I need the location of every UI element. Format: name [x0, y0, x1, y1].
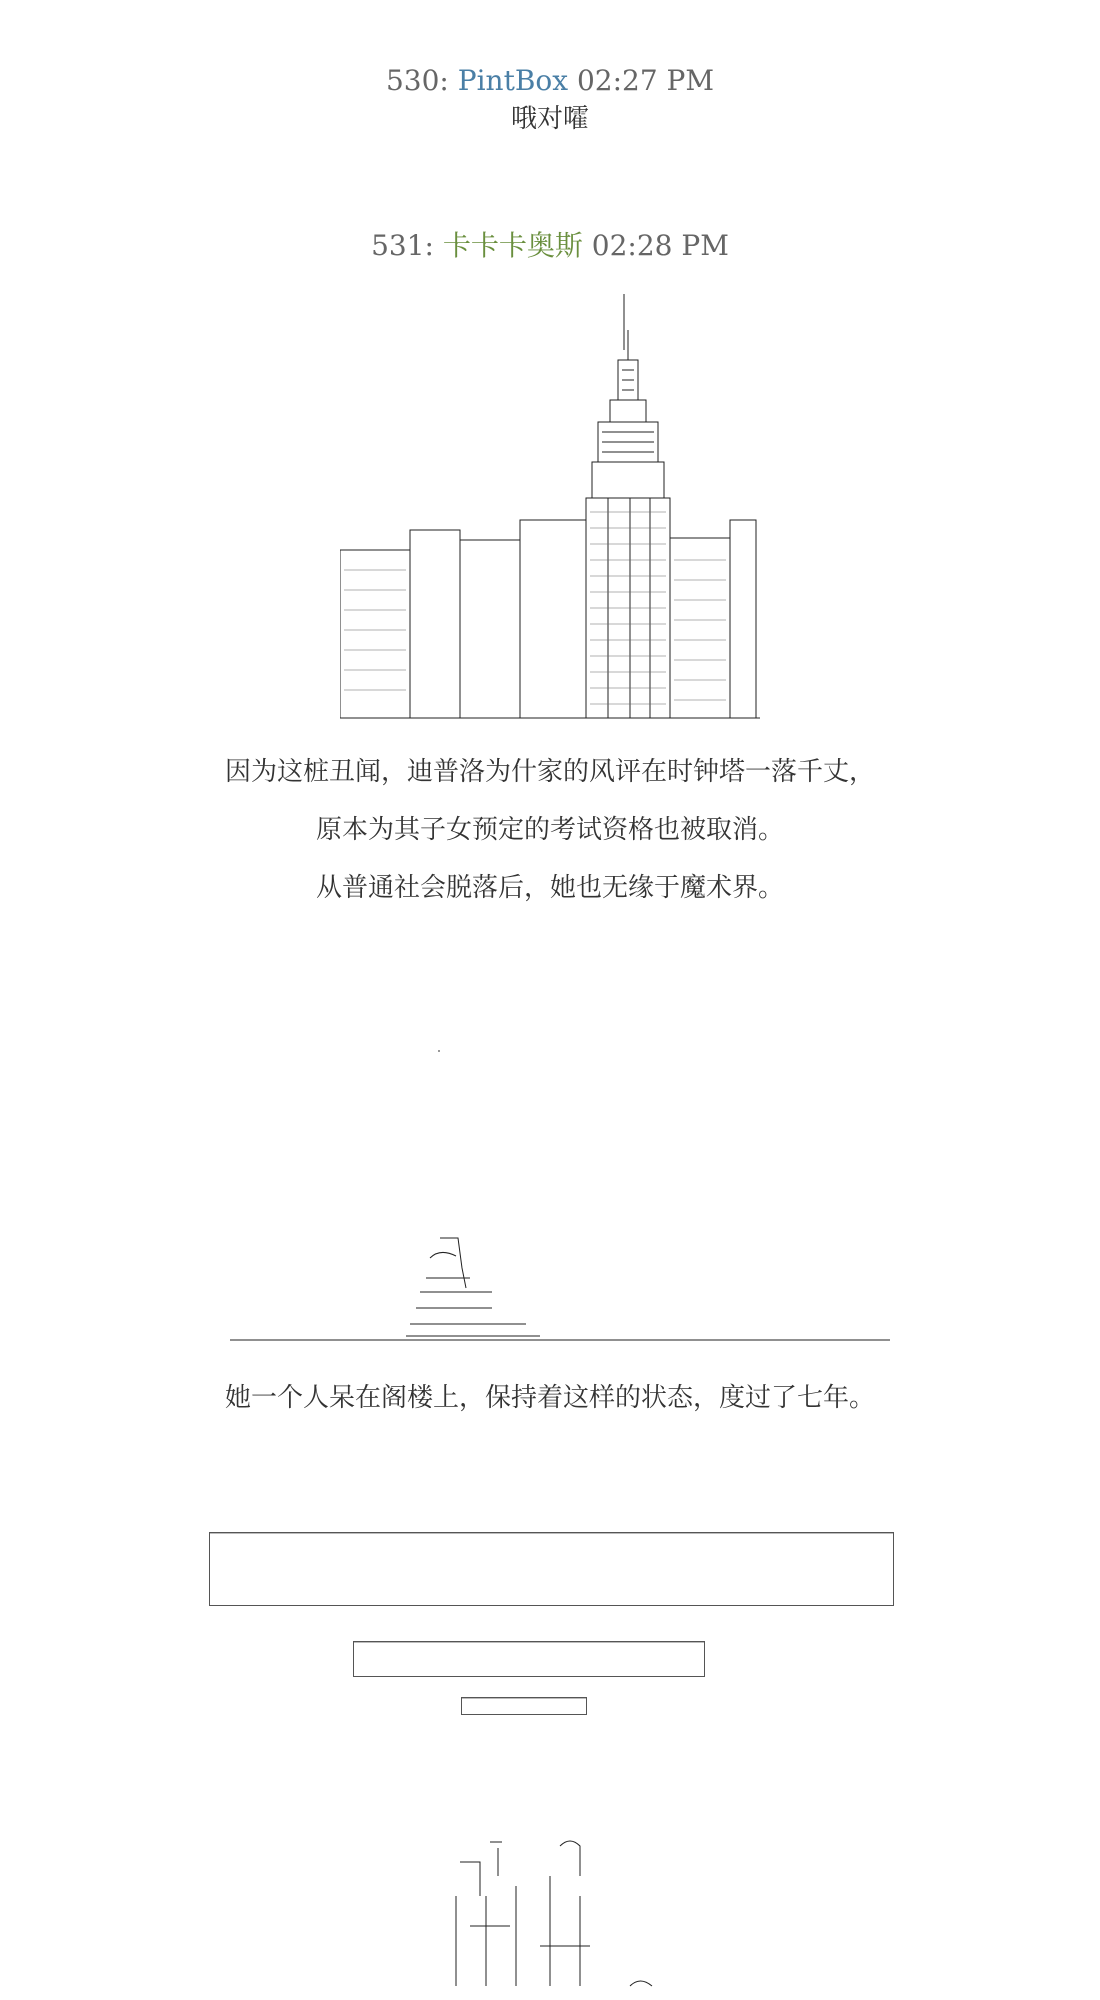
post-530-body: 哦对嚯	[510, 104, 589, 134]
post-number: 530	[385, 64, 440, 97]
attic-figure-art	[230, 1228, 890, 1344]
post-time: 02:28 PM	[591, 229, 729, 262]
post-separator: :	[439, 64, 449, 97]
stray-dot	[438, 1050, 440, 1052]
post-separator: :	[424, 229, 434, 262]
post-531-attic-line: 她一个人呆在阁楼上，保持着这样的状态，度过了七年。	[224, 1383, 875, 1413]
empty-frame-small	[461, 1697, 587, 1715]
post-author-link[interactable]: 卡卡卡奥斯	[442, 229, 583, 262]
empty-frame-medium	[353, 1641, 705, 1677]
post-time: 02:27 PM	[576, 64, 715, 97]
figures-art	[420, 1836, 660, 2000]
post-531-header	[0, 224, 1100, 264]
post-530-header	[0, 64, 1100, 97]
post-number: 531	[371, 229, 425, 262]
empty-frame-large	[209, 1532, 894, 1606]
post-author-link[interactable]: PintBox	[457, 64, 569, 97]
post-531-line-1: 因为这桩丑闻，迪普洛为什家的风评在时钟塔一落千丈，	[224, 757, 875, 787]
clock-tower-art	[340, 290, 760, 730]
post-531-line-3: 从普通社会脱落后，她也无缘于魔术界。	[315, 873, 784, 903]
post-531-line-2: 原本为其子女预定的考试资格也被取消。	[315, 815, 784, 845]
